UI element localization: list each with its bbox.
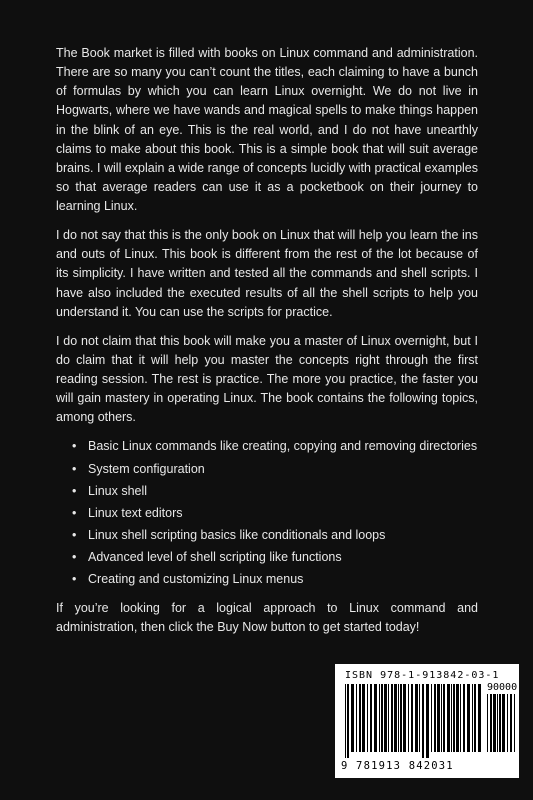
barcode-bar — [431, 684, 432, 752]
barcode-digits: 9 781913 842031 — [341, 760, 454, 772]
topics-list — [56, 437, 478, 589]
blurb-paragraph-2: I do not say that this is the only book on Linux that will help you learn the ins and outs of Linux. This book is different from the rest of the lot because of its simplicity. I have written and tested all the commands and shell scripts. I have also included the executed results of all the shell scripts to help you understand it. You can use the scripts for practice. — [56, 228, 478, 319]
barcode-bar — [415, 684, 418, 752]
barcode-bar — [487, 694, 488, 752]
barcode-bar — [359, 684, 361, 752]
isbn-barcode — [335, 664, 519, 778]
barcode-bar — [370, 684, 372, 752]
barcode-bar — [394, 684, 397, 752]
barcode-bar — [384, 684, 387, 752]
topic-item: • Basic Linux commands like creating, copying and removing directories — [86, 437, 478, 456]
barcode-bar — [467, 684, 470, 752]
barcode-bar — [447, 684, 450, 752]
barcode-bar — [514, 694, 515, 752]
barcode-bar — [367, 684, 368, 752]
barcode-bar — [398, 684, 399, 752]
barcode-bar — [499, 694, 501, 752]
barcode-bar — [374, 684, 377, 752]
price-code: 90000 — [487, 682, 518, 693]
barcode-bar — [507, 694, 508, 752]
barcode-bar — [490, 694, 492, 752]
barcode-bar — [460, 684, 461, 752]
barcode-bar — [351, 684, 354, 752]
barcode-bar — [474, 684, 476, 752]
blurb-text — [56, 44, 478, 648]
barcode-bar — [463, 684, 465, 752]
barcode-bar — [426, 684, 429, 758]
barcode-bar — [362, 684, 365, 752]
topic-item: • Linux text editors — [86, 504, 478, 523]
barcode-bar — [400, 684, 402, 752]
blurb-paragraph-1: The Book market is filled with books on Linux command and administration. There are so many you can’t count the titles, each claiming to have a bunch of formulas by which you can learn Linux overnight. We do not live in Hogwarts, where we have wands and magical spells to make things happen in the blink of an eye. This is the real world, and I do not have unearthly claims to make about this book. This is a simple book that will suit average brains. I will explain a wide range of concepts lucidly with practical examples so that average readers can use it as a pocketbook on their journey to learning Linux. — [56, 46, 478, 213]
barcode-bar — [403, 684, 406, 752]
barcode-bar — [441, 684, 442, 752]
barcode-bars — [345, 684, 483, 758]
barcode-bar — [388, 684, 389, 752]
barcode-bar — [411, 684, 413, 752]
topic-item: • Linux shell scripting basics like conditionals and loops — [86, 526, 478, 545]
barcode-bar — [510, 694, 512, 752]
barcode-bar — [437, 684, 440, 752]
barcode-bar — [453, 684, 455, 752]
barcode-bar — [502, 694, 505, 752]
topic-item: • System configuration — [86, 460, 478, 479]
barcode-bar — [356, 684, 357, 752]
barcode-bar — [478, 684, 481, 752]
barcode-bar — [472, 684, 473, 752]
blurb-paragraph-3: I do not claim that this book will make you a master of Linux overnight, but I do claim that it will help you master the concepts right through the first reading session. The rest is practice. The more you practice, the faster you will gain mastery in operating Linux. The book contains the following topics, among others. — [56, 333, 478, 425]
barcode-bar — [493, 694, 496, 752]
barcode-bar — [381, 684, 383, 752]
barcode-bar — [451, 684, 452, 752]
barcode-bar — [391, 684, 393, 752]
barcode-bar — [379, 684, 380, 752]
topic-item: • Creating and customizing Linux menus — [86, 570, 478, 589]
topic-item: • Advanced level of shell scripting like functions — [86, 548, 478, 567]
barcode-addon-bars — [487, 694, 515, 758]
barcode-bar — [408, 684, 409, 752]
barcode-bar — [434, 684, 436, 752]
barcode-bar — [497, 694, 498, 752]
barcode-bar — [347, 684, 349, 758]
barcode-bar — [443, 684, 445, 752]
barcode-bar — [422, 684, 424, 758]
barcode-bar — [345, 684, 346, 758]
barcode-bar — [419, 684, 420, 752]
barcode-bar — [456, 684, 459, 752]
closing-paragraph: If you’re looking for a logical approach to Linux command and administration, then click the Buy Now button to get started today! — [56, 601, 478, 635]
topic-item: • Linux shell — [86, 482, 478, 501]
isbn-label: ISBN 978-1-913842-03-1 — [345, 670, 500, 681]
